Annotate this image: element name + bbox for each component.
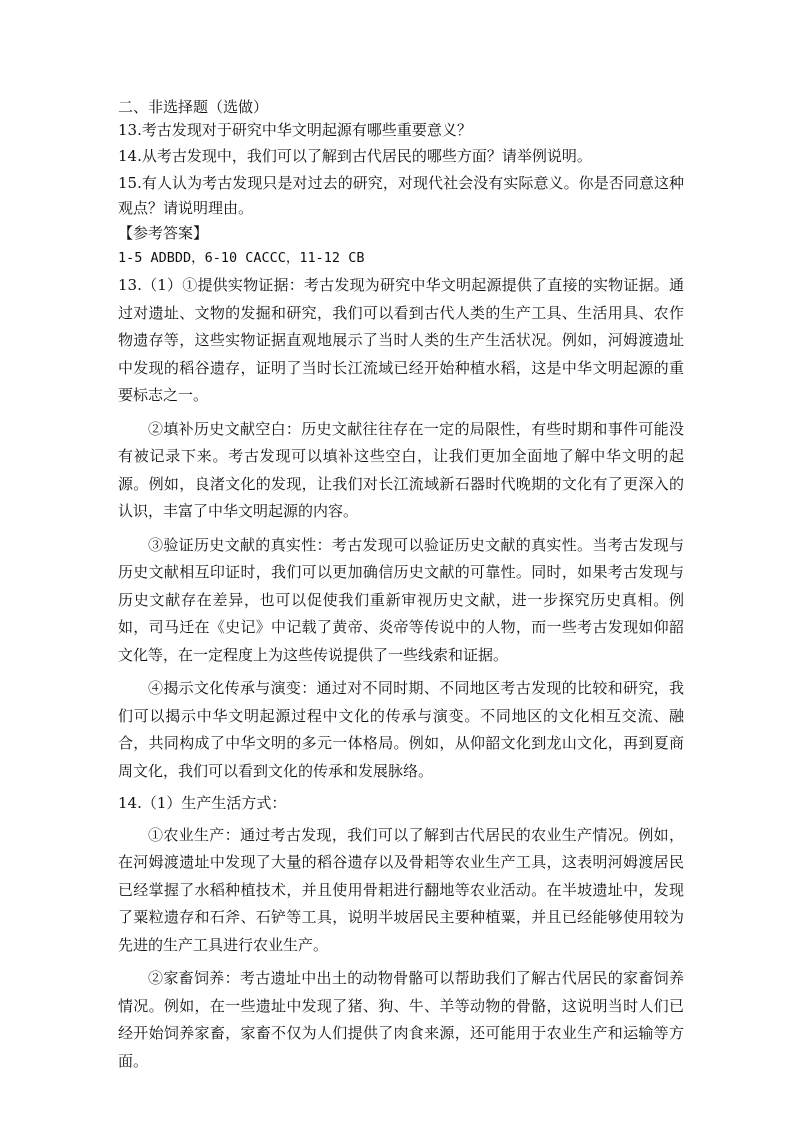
answer-14-heading: 14.（1）生产生活方式： bbox=[118, 794, 287, 812]
answer-13-point-3: ③验证历史文献的真实性：考古发现可以验证历史文献的真实性。当考古发现与历史文献相互印证时，我们可以更加确信历史文献的可靠性。同时，如果考古发现与历史文献存在差异，也可以促使我们重新审视历史文献，进一步探究历史真相。例如，司马迁在《史记》中记载了黄帝、炎帝等传说中的人物，而一些考古发现如仰韶文化等，在一定程度上为这些传说提供了一些线索和证据。 bbox=[118, 535, 684, 664]
section-heading: 二、非选择题（选做） bbox=[118, 98, 269, 116]
question-14: 14.从考古发现中，我们可以了解到古代居民的哪些方面？请举例说明。 bbox=[118, 147, 592, 165]
question-13: 13.考古发现对于研究中华文明起源有哪些重要意义？ bbox=[118, 121, 472, 139]
choice-answers: 1-5 ADBDD，6-10 CACCC，11-12 CB bbox=[118, 250, 365, 266]
question-15: 15.有人认为考古发现只是对过去的研究，对现代社会没有实际意义。你是否同意这种观点？请说明理由。 bbox=[118, 174, 684, 217]
answer-13-point-1: 13.（1）①提供实物证据：考古发现为研究中华文明起源提供了直接的实物证据。通过对遗址、文物的发掘和研究，我们可以看到古代人类的生产工具、生活用具、农作物遗存等，这些实物证据直观地展示了当时人类的生产生活状况。例如，河姆渡遗址中发现的稻谷遗存，证明了当时长江流域已经开始种植水稻，这是中华文明起源的重要标志之一。 bbox=[118, 276, 684, 404]
answer-14-point-1: ①农业生产：通过考古发现，我们可以了解到古代居民的农业生产情况。例如，在河姆渡遗址中发现了大量的稻谷遗存以及骨耜等农业生产工具，这表明河姆渡居民已经掌握了水稻种植技术，并且使用骨耜进行翻地等农业活动。在半坡遗址中，发现了粟粒遗存和石斧、石铲等工具，说明半坡居民主要种植粟，并且已经能够使用较为先进的生产工具进行农业生产。 bbox=[118, 825, 684, 954]
answer-14-point-2: ②家畜饲养：考古遗址中出土的动物骨骼可以帮助我们了解古代居民的家畜饲养情况。例如，在一些遗址中发现了猪、狗、牛、羊等动物的骨骼，这说明当时人们已经开始饲养家畜，家畜不仅为人们提供了肉食来源，还可能用于农业生产和运输等方面。 bbox=[118, 969, 684, 1070]
document-page bbox=[118, 96, 684, 1075]
answer-13-point-2: ②填补历史文献空白：历史文献往往存在一定的局限性，有些时期和事件可能没有被记录下来。考古发现可以填补这些空白，让我们更加全面地了解中华文明的起源。例如，良渚文化的发现，让我们对长江流域新石器时代晚期的文化有了更深入的认识，丰富了中华文明起源的内容。 bbox=[118, 419, 684, 520]
answer-heading: 【参考答案】 bbox=[118, 224, 209, 242]
answer-13-point-4: ④揭示文化传承与演变：通过对不同时期、不同地区考古发现的比较和研究，我们可以揭示中华文明起源过程中文化的传承与演变。不同地区的文化相互交流、融合，共同构成了中华文明的多元一体格局。例如，从仰韶文化到龙山文化，再到夏商周文化，我们可以看到文化的传承和发展脉络。 bbox=[118, 679, 684, 780]
